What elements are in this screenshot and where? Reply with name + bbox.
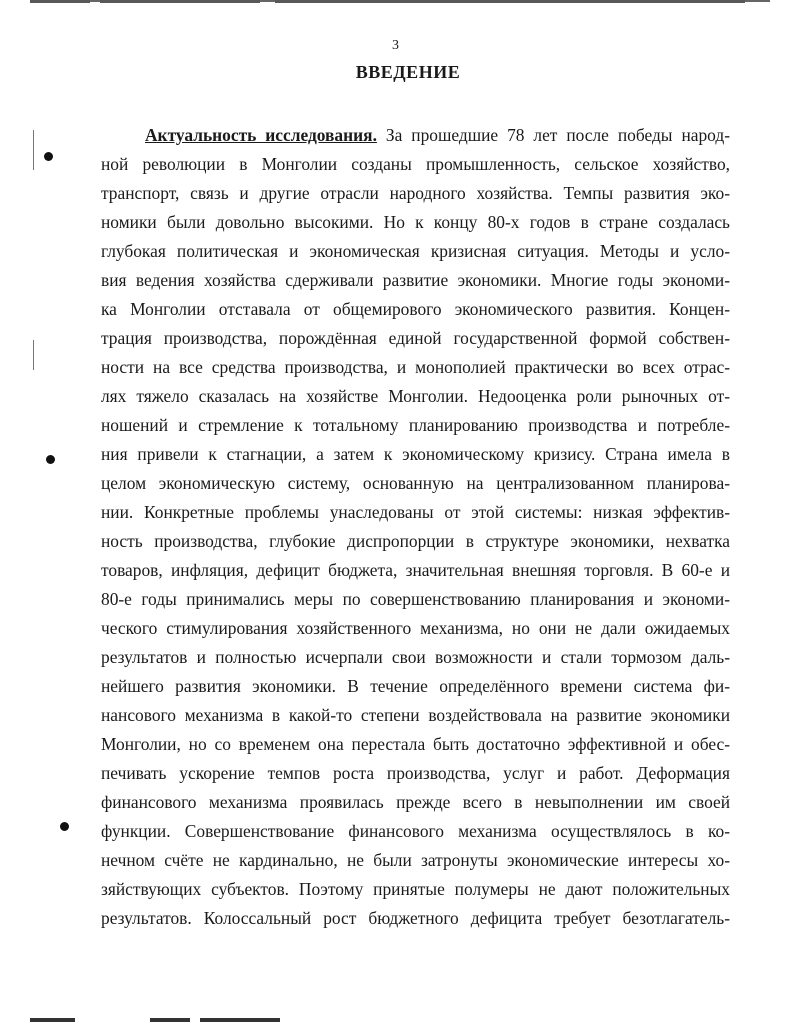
scan-border-top (30, 0, 770, 5)
text-line: транспорт, связь и другие отрасли народного хозяйства. Темпы развития эко- (101, 183, 730, 203)
scan-artifact (30, 1018, 75, 1022)
text-line: нии. Конкретные проблемы унаследованы от этой системы: низкая эффектив- (101, 502, 730, 522)
text-line: печивать ускорение темпов роста производства, услуг и работ. Деформация (101, 763, 730, 783)
text-line: ношений и стремление к тотальному планированию производства и потребле- (101, 415, 730, 435)
text-line: номики были довольно высокими. Но к концу 80-х годов в стране создалась (101, 212, 730, 232)
text-line: нансового механизма в какой-то степени воздействовала на развитие экономики (101, 705, 730, 725)
scan-artifact (100, 0, 260, 3)
scan-artifact (33, 340, 34, 370)
text-line: лях тяжело сказалась на хозяйстве Монголии. Недооценка роли рыночных от- (101, 386, 730, 406)
text-line: результатов. Колоссальный рост бюджетного дефицита требует безотлагатель- (101, 908, 730, 928)
text-line: ность производства, глубокие диспропорции в структуре экономики, нехватка (101, 531, 730, 551)
text-line: трация производства, порождённая единой государственной формой собствен- (101, 328, 730, 348)
text-line: товаров, инфляция, дефицит бюджета, значительная внешняя торговля. В 60-е и (101, 560, 730, 580)
text-line: результатов и полностью исчерпали свои возможности и стали тормозом даль- (101, 647, 730, 667)
text-line: целом экономическую систему, основанную на централизованном планирова- (101, 473, 730, 493)
scan-border-bottom (30, 1018, 770, 1023)
text-line: ка Монголии отставала от общемирового экономического развития. Концен- (101, 299, 730, 319)
scan-artifact (150, 1018, 190, 1022)
text-line: ния привели к стагнации, а затем к экономическому кризису. Страна имела в (101, 444, 730, 464)
text-line: 80-е годы принимались меры по совершенствованию планирования и экономи- (101, 589, 730, 609)
text-line: Монголии, но со временем она перестала быть достаточно эффективной и обес- (101, 734, 730, 754)
text-line: функции. Совершенствование финансового механизма осуществлялось в ко- (101, 821, 730, 841)
lead-phrase: Актуальность исследования. (145, 125, 377, 145)
binding-hole-mark (44, 152, 53, 161)
text-line: ности на все средства производства, и монополией практически во всех отрас- (101, 357, 730, 377)
text-line: нейшего развития экономики. В течение определённого времени система фи- (101, 676, 730, 696)
scan-artifact (275, 0, 745, 3)
text-line: нечном счёте не кардинально, не были затронуты экономические интересы хо- (101, 850, 730, 870)
text-line: ной революции в Монголии созданы промышленность, сельское хозяйство, (101, 154, 730, 174)
section-heading: ВВЕДЕНИЕ (355, 62, 461, 82)
scan-artifact (33, 130, 34, 170)
binding-hole-mark (46, 455, 55, 464)
text-line: финансового механизма проявилась прежде всего в невыполнении им своей (101, 792, 730, 812)
text-line: зяйствующих субъектов. Поэтому принятые полумеры не дают положительных (101, 879, 730, 899)
scan-artifact (200, 1018, 280, 1022)
text-line: ческого стимулирования хозяйственного механизма, но они не дали ожидаемых (101, 618, 730, 638)
page-number: 3 (392, 38, 399, 53)
binding-hole-mark (60, 822, 69, 831)
text-line: глубокая политическая и экономическая кризисная ситуация. Методы и усло- (101, 241, 730, 261)
scan-artifact (30, 0, 90, 3)
text-line: Актуальность исследования. За прошедшие 78 лет после победы народ- (145, 125, 730, 145)
text-line: вия ведения хозяйства сдерживали развитие экономики. Многие годы экономи- (101, 270, 730, 290)
